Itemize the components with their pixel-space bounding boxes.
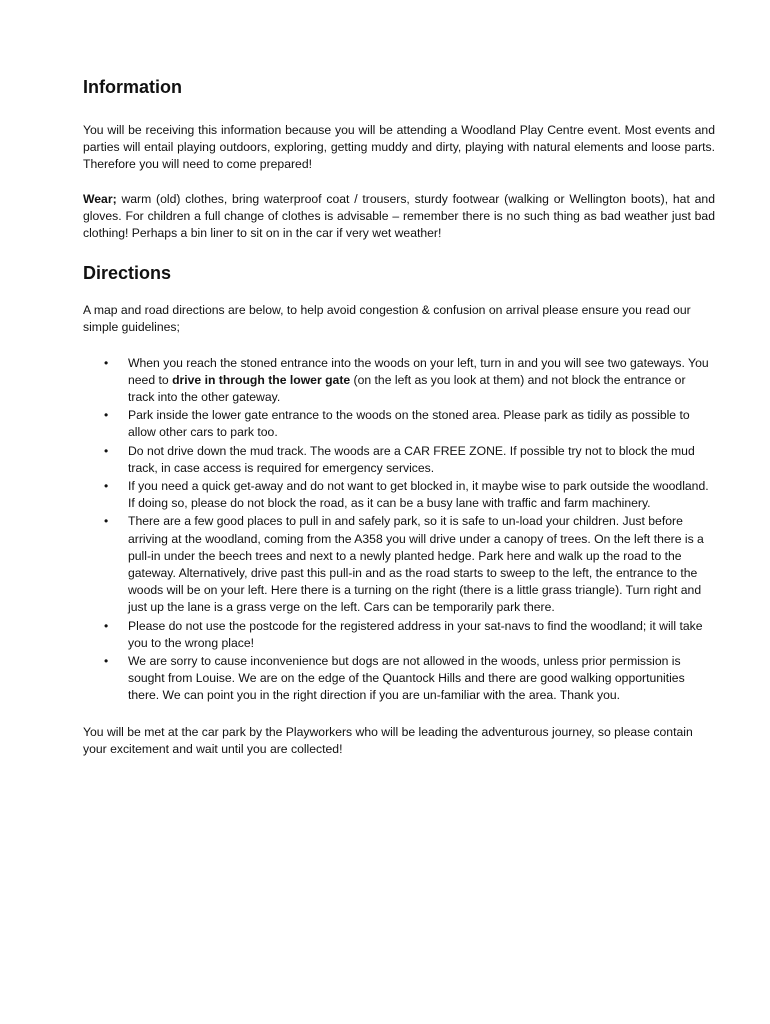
list-item [83,443,715,477]
information-heading: Information [83,77,182,97]
wear-label: Wear; [83,191,117,206]
document-page [83,76,715,758]
list-item-bold: drive in through the lower gate [172,372,351,387]
paragraph-gap [83,174,715,191]
list-item [83,653,715,705]
list-item-text: There are a few good places to pull in and safely park, so it is safe to un-load your children. Just before arriving at the woodland, coming from the A358 you will drive under a canopy of trees. On the left there is a pull-in under the beech trees and next to a newly planted hedge. Park here and walk up the road to the gateway. Alternatively, drive past this pull-in and as the road starts to sweep to the left, the entrance to the woods will be on your left. Here there is a turning on the right (there is a little grass triangle). Turn right and just up the lane is a grass verge on the left. Cars can be temporarily park there. [128,514,704,615]
list-item [83,407,715,441]
wear-paragraph [83,191,715,243]
guidelines-list [83,355,715,705]
list-item [83,355,715,407]
bullet-icon: • [104,408,109,423]
bullet-icon: • [104,355,109,370]
list-item-text: If you need a quick get-away and do not want to get blocked in, it maybe wise to park outside the woodland. If doing so, please do not block the road, as it can be a busy lane with traffic and farm machinery. [128,479,709,511]
list-item-text: When you reach the stoned entrance into the woods on your left, turn in and you will see two gateways. You need to [128,355,709,387]
directions-heading: Directions [83,263,172,284]
list-item-text: Please do not use the postcode for the registered address in your sat-navs to find the woodland; it will take you to the wrong place! [128,618,703,650]
list-item-text: (on the left as you look at them) and not block the entrance or track into the other gateway. [128,372,686,405]
information-intro: You will be receiving this information because you will be attending a Woodland Play Centre event. Most events and parties will entail playing outdoors, exploring, getting muddy and dirty, playing with natural elements and loose parts. Therefore you will need to come prepared! [83,123,715,172]
directions-intro: A map and road directions are below, to help avoid congestion & confusion on arrival please ensure you read our simple guidelines; [83,303,691,335]
bullet-icon: • [104,443,109,458]
bullet-icon: • [104,479,109,494]
list-item [83,618,715,652]
bullet-icon: • [104,654,109,669]
bullet-icon: • [104,618,109,633]
wear-text: warm (old) clothes, bring waterproof coat / trousers, sturdy footwear (walking or Wellington boots), hat and gloves. For children a full change of clothes is advisable – remember there is no such thing as bad weather just bad clothing! Perhaps a bin liner to sit on in the car if very wet weather! [83,191,715,241]
closing-paragraph: You will be met at the car park by the Playworkers who will be leading the adventurous journey, so please contain your excitement and wait until you are collected! [83,724,693,756]
list-item [83,478,715,512]
list-item-text: Park inside the lower gate entrance to the woods on the stoned area. Please park as tidily as possible to allow other cars to park too. [128,408,690,440]
list-item-text: We are sorry to cause inconvenience but dogs are not allowed in the woods, unless prior permission is sought from Louise. We are on the edge of the Quantock Hills and there are good walking opportunities there. We can point you in the right direction if you are un-familiar with the area. Thank you. [128,654,685,703]
list-item [83,513,715,616]
bullet-icon: • [104,514,109,529]
list-item-text: Do not drive down the mud track. The woods are a CAR FREE ZONE. If possible try not to block the mud track, in case access is required for emergency services. [128,443,695,475]
